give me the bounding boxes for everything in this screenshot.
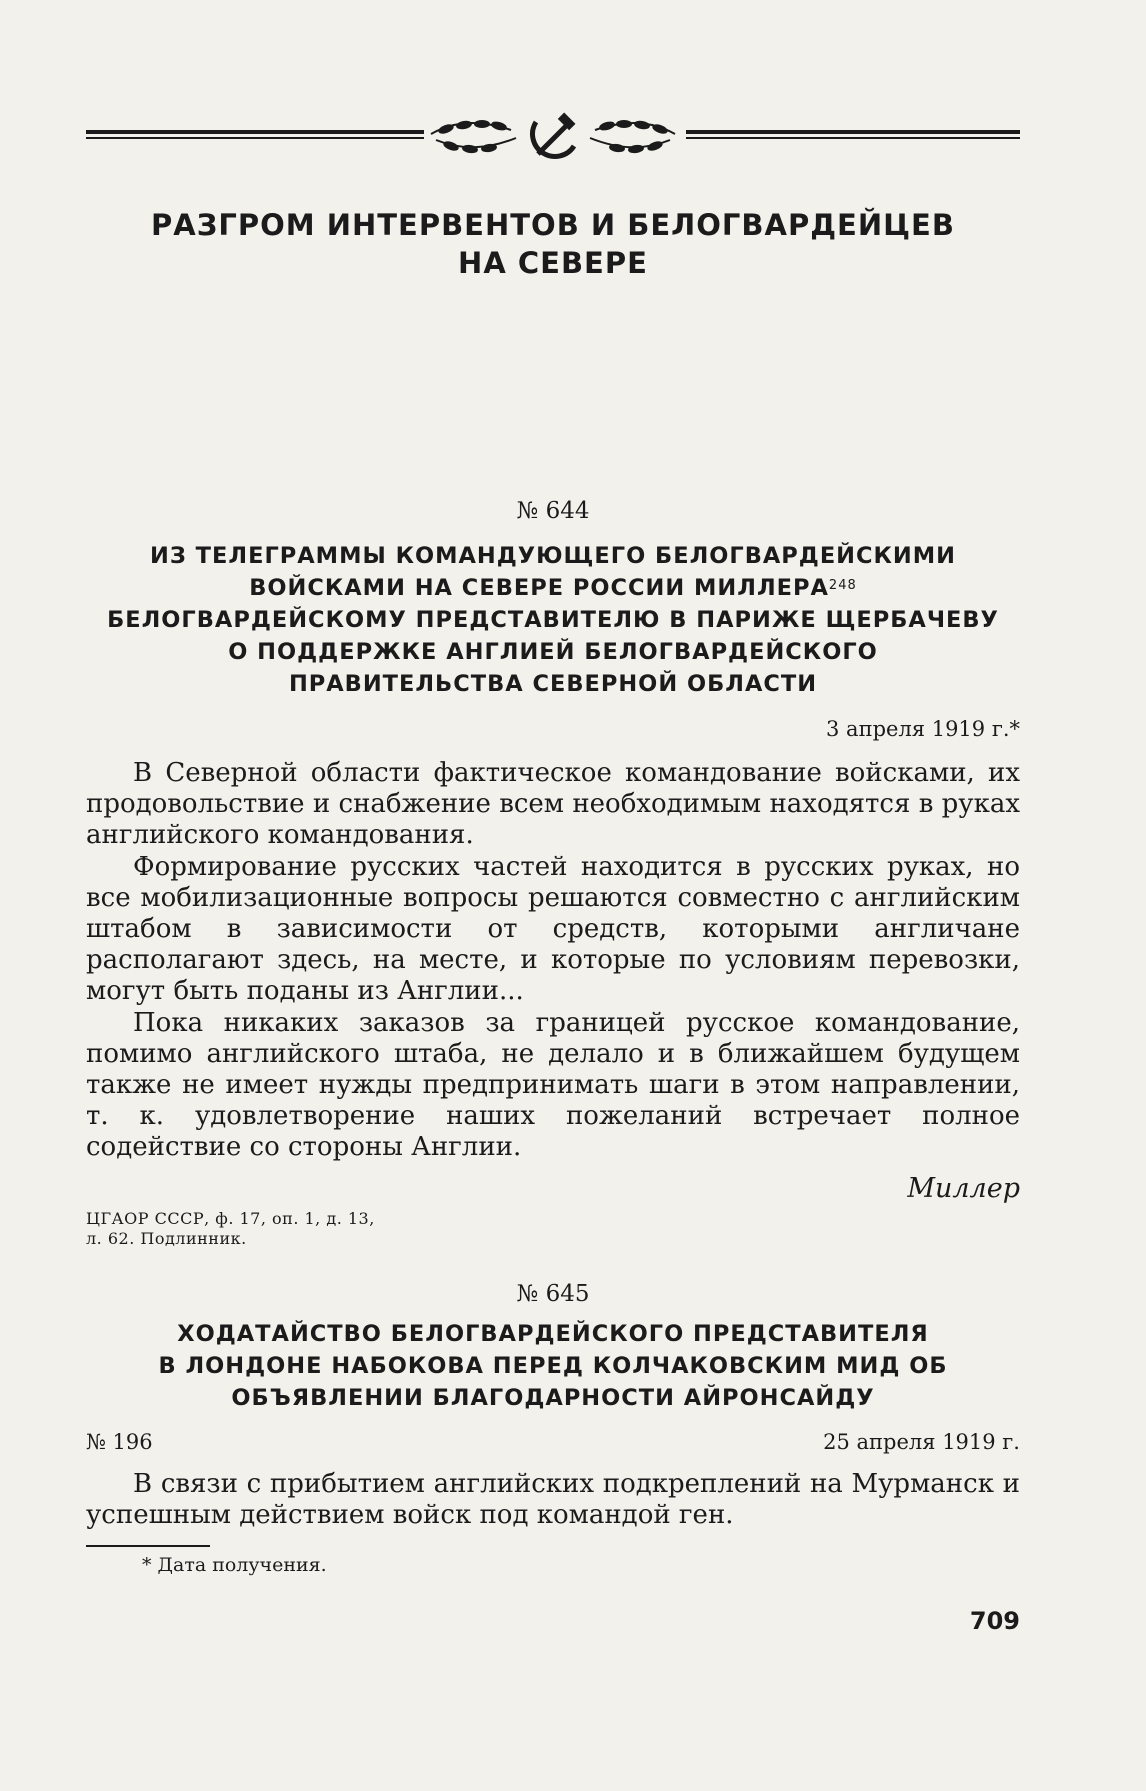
doc-644-body: [86, 758, 1020, 1164]
doc-645-title-line-1: ХОДАТАЙСТВО БЕЛОГВАРДЕЙСКОГО ПРЕДСТАВИТЕЛЯ: [177, 1321, 929, 1347]
ornament-rule-right-bottom: [686, 137, 1020, 139]
doc-644-signature: Миллер: [907, 1173, 1020, 1204]
doc-645-number: № 645: [516, 1281, 590, 1307]
doc-644-title: [86, 540, 1020, 700]
header-ornament: [86, 112, 1020, 168]
document-page: [86, 0, 1020, 1791]
footnote: * Дата получения.: [142, 1554, 327, 1576]
doc-645-title: [86, 1318, 1020, 1414]
ornament-rule-right-top: [686, 130, 1020, 134]
doc-644-archive-reference: [86, 1209, 506, 1249]
section-title: [86, 206, 1020, 282]
hammer-and-sickle-wreath-icon: [431, 114, 675, 157]
doc-644-paragraph-1: В Северной области фактическое командование войсками, их продовольствие и снабжение всем необходимым находятся в руках английского командования.: [86, 758, 1020, 851]
ornament-rule-left-bottom: [86, 137, 424, 139]
doc-644-paragraph-3: Пока никаких заказов за границей русское командование, помимо английского штаба, не делало и в ближайшем будущем также не имеет нужды предпринимать шаги в этом направлении, т. к. удовлетворение наших пожеланий встречает полное содействие со стороны Англии.: [86, 1007, 1020, 1163]
section-title-line-2: НА СЕВЕРЕ: [458, 246, 648, 280]
doc-644-title-line-4: О ПОДДЕРЖКЕ АНГЛИЕЙ БЕЛОГВАРДЕЙСКОГО: [228, 639, 878, 665]
page-number: 709: [969, 1607, 1020, 1635]
doc-645-ref-number: № 196: [86, 1430, 153, 1454]
doc-645-title-line-3: ОБЪЯВЛЕНИИ БЛАГОДАРНОСТИ АЙРОНСАЙДУ: [231, 1385, 875, 1411]
doc-644-title-line-5: ПРАВИТЕЛЬСТВА СЕВЕРНОЙ ОБЛАСТИ: [288, 671, 818, 697]
doc-644-number: № 644: [516, 498, 590, 524]
doc-644-dateline: [86, 715, 1020, 743]
doc-645-body: [86, 1469, 1020, 1531]
doc-644-paragraph-2: Формирование русских частей находится в русских руках, но все мобилизационные вопросы решаются совместно с английским штабом в зависимости от средств, которыми англичане располагают здесь, на месте, и которые по условиям перевозки, могут быть поданы из Англии...: [86, 851, 1020, 1007]
doc-644-archive-line-1: ЦГАОР СССР, ф. 17, оп. 1, д. 13,: [86, 1209, 375, 1228]
doc-644-title-note: 248: [828, 578, 857, 593]
doc-645-date: 25 апреля 1919 г.: [823, 1430, 1020, 1454]
doc-644-title-line-1: ИЗ ТЕЛЕГРАММЫ КОМАНДУЮЩЕГО БЕЛОГВАРДЕЙСКИМИ: [150, 543, 956, 569]
doc-644-archive-line-2: л. 62. Подлинник.: [86, 1229, 247, 1248]
ornament-rule-left-top: [86, 130, 424, 134]
doc-644-title-line-3: БЕЛОГВАРДЕЙСКОМУ ПРЕДСТАВИТЕЛЮ В ПАРИЖЕ ЩЕРБАЧЕВУ: [107, 607, 999, 633]
doc-645-paragraph-1: В связи с прибытием английских подкреплений на Мурманск и успешным действием войск под командой ген.: [86, 1469, 1020, 1531]
section-title-line-1: РАЗГРОМ ИНТЕРВЕНТОВ И БЕЛОГВАРДЕЙЦЕВ: [151, 208, 955, 242]
doc-645-dateline: [86, 1428, 1020, 1456]
doc-644-title-line-2: ВОЙСКАМИ НА СЕВЕРЕ РОССИИ МИЛЛЕРА: [249, 575, 829, 601]
doc-645-title-line-2: В ЛОНДОНЕ НАБОКОВА ПЕРЕД КОЛЧАКОВСКИМ МИД ОБ: [158, 1353, 948, 1379]
doc-644-date: 3 апреля 1919 г.*: [826, 717, 1020, 741]
footnote-rule: [86, 1545, 210, 1547]
